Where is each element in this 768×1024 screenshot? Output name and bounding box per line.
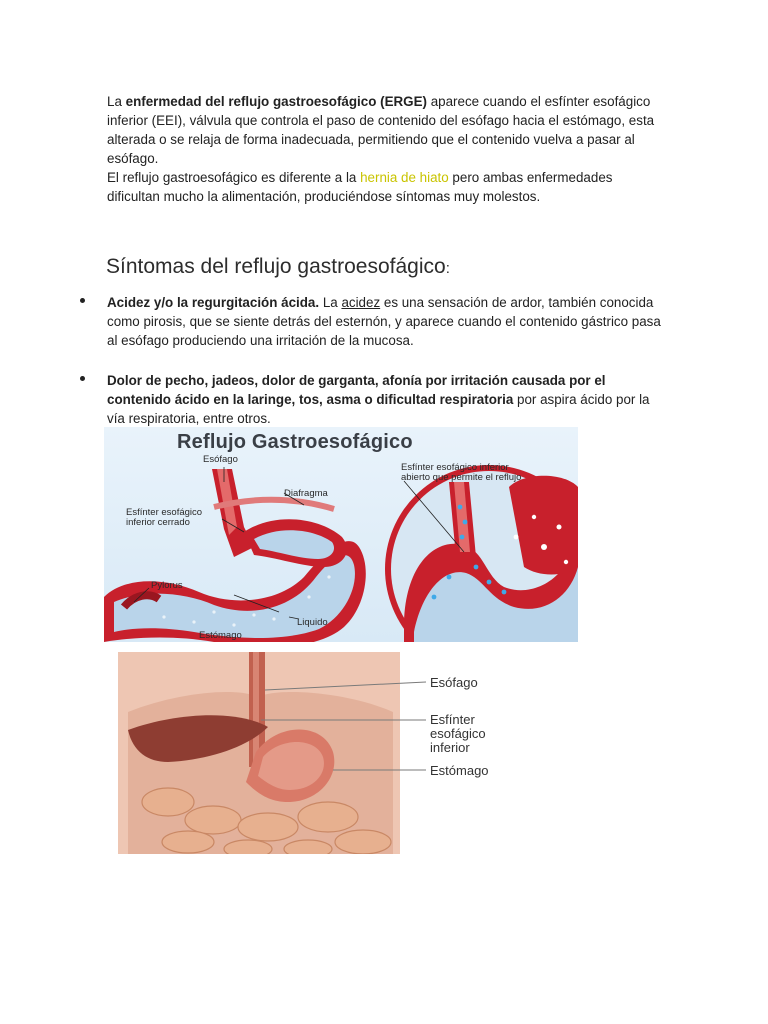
figure1-title: Reflujo Gastroesofágico — [177, 431, 413, 453]
figure1-label-closed-1: Esfínter esofágico — [126, 507, 203, 518]
list-item-text-part: es una sensación de ardor, también conocida como pirosis, que se siente detrás del esternón, y aparece cuando el contenido gástrico pasa al esófago produciendo una irritación de la mucosa. — [107, 295, 661, 348]
reflux-diagram-illustration — [104, 427, 578, 642]
figure1-label-diafragma: Diafragma — [284, 488, 328, 499]
heading-text: Síntomas del reflujo gastroesofágico — [106, 255, 446, 278]
figure1-label-liquido: Liquido — [297, 617, 328, 628]
figure1-label-open-1: Esfínter esofágico inferior — [401, 462, 509, 473]
figure1-label-open-2: abierto que permite el reflujo — [401, 472, 522, 483]
list-item-text-part: La — [319, 295, 342, 310]
intro-paragraph — [107, 92, 667, 206]
bullet-dot — [80, 298, 85, 303]
section-heading — [106, 255, 450, 279]
figure1-label-closed-2: inferior cerrado — [126, 517, 190, 528]
intro-text: pero ambas enfermedades dificultan mucho la alimentación, produciéndose síntomas muy molestos. — [107, 170, 613, 204]
acidez-link[interactable]: acidez — [341, 295, 381, 310]
list-item-bold: Dolor de pecho, jadeos, dolor de garganta, afonía por irritación causada por el contenido ácido en la laringe, tos, asma o dificultad respiratoria — [107, 373, 606, 407]
intro-text: La — [107, 94, 126, 109]
intro-text: El reflujo gastroesofágico es diferente a la — [107, 170, 361, 185]
figure2-label-esfinter-1: Esfínter — [430, 712, 475, 727]
bullet-dot — [80, 376, 85, 381]
figure1-label-pylorus: Pylorus — [151, 580, 183, 591]
figure1-label-esofago: Esófago — [203, 454, 238, 465]
anatomy-figure — [118, 652, 574, 854]
figure2-label-esofago: Esófago — [430, 675, 478, 690]
hernia-de-hiato-link[interactable]: hernia de hiato — [360, 170, 449, 185]
list-item-bold: Acidez y/o la regurgitación ácida. — [107, 295, 320, 310]
reflux-diagram-figure — [104, 427, 578, 642]
list-item-text — [107, 293, 667, 350]
intro-text: aparece cuando el esfínter esofágico inferior (EEI), válvula que controla el paso de contenido del esófago hacia el estómago, esta alterada o se relaja de forma inadecuada, permitiendo que el contenido vuelva a pasar al esófago. — [107, 94, 655, 166]
figure2-label-esfinter-3: inferior — [430, 740, 470, 755]
list-item-text — [107, 371, 667, 428]
intro-bold-term: enfermedad del reflujo gastroesofágico (ERGE) — [125, 94, 427, 109]
figure2-label-esfinter-2: esofágico — [430, 726, 486, 741]
figure2-label-estomago: Estómago — [430, 763, 489, 778]
list-item-text-part: por aspira ácido por la vía respiratoria, entre otros. — [107, 392, 650, 426]
heading-colon: : — [445, 260, 450, 277]
figure1-label-estomago: Estómago — [199, 630, 242, 641]
anatomy-illustration — [118, 652, 574, 854]
